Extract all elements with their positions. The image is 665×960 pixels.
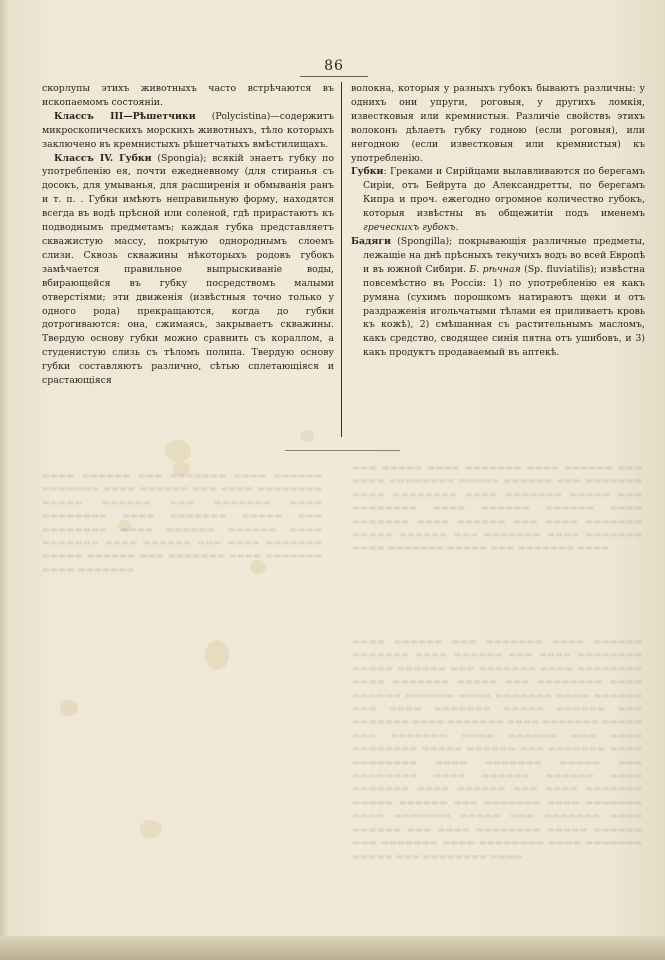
paragraph-text: : Греками и Сирiйцами вылавливаются по берегамъ Сирiи, отъ Бейрута до Александретты, по берегамъ Кипра и проч. ежегодно огромное количество губокъ, которыя извѣстны въ общежитiи подъ именемъ: [363, 166, 645, 220]
left-text-column: [42, 82, 334, 388]
right-text-column: [351, 82, 645, 360]
italic-greek-sponges: греческихъ губокъ: [363, 222, 456, 234]
paragraph-sponge-fibers: волокна, которыя у разныхъ губокъ бываютъ различны: у однихъ они упруги, роговыя, у другихъ ломкiя, известковыя или кремнистыя. Различiе свойствъ этихъ волоконъ дѣлаетъ губку годною (если роговыя), или негодною (если известковыя или кремнистыя) къ употребленiю.: [351, 83, 645, 164]
term-gubki: Губки: [351, 166, 384, 178]
paper-stain: [165, 440, 191, 462]
paragraph-text: ; всякiй знаетъ губку по употребленiю ея, почти ежедневному (для стиранья съ досокъ, для умыванья, для расширенiя и обмыванiя ранъ и т. п. . Губки имѣютъ неправильную форму, находятся всегда въ водѣ прѣсной или соленой, гдѣ прирастаютъ къ подводнымъ предметамъ; каждая губка представляетъ скважистую массу, покрытую однороднымъ слоемъ слизи. Сквозь скважины нѣкоторыхъ родовъ губокъ замѣчается правильное выпрыскиванiе воды, вбирающейся въ губку посредствомъ малыми отверстiями; эти движенiя (извѣстныя точно только у одного рода) прекращаются, когда до губки дотрогиваются: она, сжимаясь, закрываетъ скважины. Твердую основу губки можно сравнить съ кораллом, а студенистую слизь съ тѣломъ полипа. Твердую основу губки составляютъ различно, сѣтью сплетающiяся и срастающiяся: [42, 152, 334, 387]
column-divider: [341, 82, 342, 437]
paragraph-class-polycistina: [42, 110, 334, 152]
latin-name-polycistina: (Polycistina): [195, 110, 271, 122]
bleed-through-text: ▬▬▬▬ ▬▬▬▬▬▬ ▬▬▬ ▬▬▬▬▬▬▬ ▬▬▬▬ ▬▬▬▬▬▬ ▬▬▬▬▬▬▬ ▬▬▬▬ ▬▬▬▬▬▬ ▬▬▬ ▬▬▬▬ ▬▬▬▬▬▬▬▬ ▬▬▬▬▬ ▬▬▬▬▬▬ ▬▬▬ ▬▬▬▬▬▬▬ ▬▬▬▬ ▬▬▬▬▬▬▬▬ ▬▬▬▬ ▬▬▬▬▬▬▬ ▬▬▬▬▬ ▬▬▬ ▬▬▬▬▬▬▬▬ ▬▬▬▬ ▬▬▬▬▬▬ ▬▬▬▬▬▬ ▬▬▬▬ ▬▬▬▬▬▬▬ ▬▬▬▬ ▬▬▬▬▬▬ ▬▬▬ ▬▬▬▬ ▬▬▬▬▬▬▬ ▬▬▬▬▬ ▬▬▬▬▬▬ ▬▬▬ ▬▬▬▬▬▬▬ ▬▬▬▬ ▬▬▬▬▬▬▬ ▬▬▬▬ ▬▬▬▬▬▬▬: [42, 471, 322, 575]
latin-name-spongia: (Spongia): [151, 152, 204, 164]
bleed-through-text: ▬▬▬ ▬▬▬▬▬ ▬▬▬▬ ▬▬▬▬▬▬▬ ▬▬▬▬ ▬▬▬▬▬▬ ▬▬▬ ▬▬▬▬ ▬▬▬▬▬▬▬▬ ▬▬▬▬▬ ▬▬▬▬▬▬ ▬▬▬ ▬▬▬▬▬▬▬ ▬▬▬▬ ▬▬▬▬▬▬▬▬ ▬▬▬▬ ▬▬▬▬▬▬▬ ▬▬▬▬▬ ▬▬▬ ▬▬▬▬▬▬▬▬ ▬▬▬▬ ▬▬▬▬▬▬ ▬▬▬▬▬▬ ▬▬▬▬ ▬▬▬▬▬▬▬ ▬▬▬▬ ▬▬▬▬▬▬ ▬▬▬ ▬▬▬▬ ▬▬▬▬▬▬▬ ▬▬▬▬▬ ▬▬▬▬▬▬ ▬▬▬ ▬▬▬▬▬▬▬ ▬▬▬▬ ▬▬▬▬▬▬▬ ▬▬▬▬ ▬▬▬▬▬▬▬ ▬▬▬▬▬ ▬▬▬ ▬▬▬▬▬▬▬ ▬▬▬▬: [352, 463, 642, 554]
paragraph-sponges-syria: [351, 165, 645, 235]
page-number: 86: [324, 58, 344, 74]
paragraph-class-spongia: [42, 152, 334, 388]
term-badyagi: Бадяги: [351, 235, 391, 247]
paragraph-text: (Sp. fluviatilis); извѣстна повсемѣстно въ Россiи: 1) по употребленiю ея какъ румяна (сухимъ порошкомъ натираютъ щеки и отъ раздраженiя игольчатыми тѣлами ея приливаетъ кровь къ кожѣ), 2) смѣшанная съ растительнымъ масломъ, какъ средство, сводящее синiя пятна отъ ушибовъ, и 3) какъ продуктъ продаваемый въ аптекѣ.: [363, 263, 645, 359]
italic-river-badyaga: Б. рѣчная: [469, 263, 521, 275]
class-heading-spongia: Классъ IV. Губки: [54, 152, 152, 164]
page-bottom-edge: [0, 936, 665, 960]
paper-stain: [60, 700, 78, 716]
paper-stain: [140, 820, 162, 838]
section-rule: [285, 450, 400, 451]
paper-stain: [300, 430, 314, 442]
bleed-through-text: ▬▬▬▬ ▬▬▬▬▬▬ ▬▬▬ ▬▬▬▬▬▬▬ ▬▬▬▬ ▬▬▬▬▬▬ ▬▬▬▬▬▬▬ ▬▬▬▬ ▬▬▬▬▬▬ ▬▬▬ ▬▬▬▬ ▬▬▬▬▬▬▬▬ ▬▬▬▬▬ ▬▬▬▬▬▬ ▬▬▬ ▬▬▬▬▬▬▬ ▬▬▬▬ ▬▬▬▬▬▬▬▬ ▬▬▬▬ ▬▬▬▬▬▬▬ ▬▬▬▬▬ ▬▬▬ ▬▬▬▬▬▬▬▬ ▬▬▬▬ ▬▬▬▬▬▬ ▬▬▬▬▬▬ ▬▬▬▬ ▬▬▬▬▬▬▬ ▬▬▬▬ ▬▬▬▬▬▬ ▬▬▬ ▬▬▬▬ ▬▬▬▬▬▬▬ ▬▬▬▬▬ ▬▬▬▬▬▬ ▬▬▬ ▬▬▬▬▬▬▬ ▬▬▬▬ ▬▬▬▬▬▬▬ ▬▬▬▬ ▬▬▬▬▬▬▬ ▬▬▬▬▬ ▬▬▬ ▬▬▬▬▬▬▬ ▬▬▬▬ ▬▬▬▬▬▬ ▬▬▬ ▬▬▬▬ ▬▬▬▬▬▬▬▬ ▬▬▬▬▬ ▬▬▬▬▬▬ ▬▬▬ ▬▬▬▬▬▬▬ ▬▬▬▬ ▬▬▬▬▬▬▬▬ ▬▬▬▬ ▬▬▬▬▬▬▬ ▬▬▬▬▬ ▬▬▬ ▬▬▬▬▬▬▬▬ ▬▬▬▬ ▬▬▬▬▬▬ ▬▬▬▬▬▬ ▬▬▬▬ ▬▬▬▬▬▬▬ ▬▬▬▬ ▬▬▬▬▬▬ ▬▬▬ ▬▬▬▬ ▬▬▬▬▬▬▬ ▬▬▬▬▬ ▬▬▬▬▬▬ ▬▬▬ ▬▬▬▬▬▬▬ ▬▬▬▬ ▬▬▬▬▬▬▬ ▬▬▬▬ ▬▬▬▬▬▬▬ ▬▬▬▬▬ ▬▬▬ ▬▬▬▬▬▬▬ ▬▬▬▬ ▬▬▬▬▬▬ ▬▬▬ ▬▬▬▬ ▬▬▬▬▬▬▬▬ ▬▬▬▬▬ ▬▬▬▬▬▬ ▬▬▬ ▬▬▬▬▬▬▬ ▬▬▬▬ ▬▬▬▬▬▬▬▬ ▬▬▬▬ ▬▬▬▬▬▬▬ ▬▬▬▬▬ ▬▬▬ ▬▬▬▬▬▬▬▬ ▬▬▬▬: [352, 637, 642, 862]
paragraph-badyagi: [351, 235, 645, 360]
page-fold-shadow: [0, 0, 8, 960]
paragraph-text: —содержитъ микроскопическихъ морскихъ животныхъ, тѣло которыхъ заключено въ кремнистыхъ рѣшетчатыхъ вмѣстилищахъ.: [42, 110, 334, 150]
paragraph-shells-fossil: скорлупы этихъ животныхъ часто встрѣчаются въ ископаемомъ состоянiи.: [42, 83, 334, 108]
paper-stain: [205, 640, 229, 670]
paragraph-text: .: [455, 222, 459, 234]
class-heading-polycistina: Классъ III—Рѣшетчики: [54, 110, 196, 122]
paragraph-text: (Spongilla); покрывающiя различные предметы, лежащiе на днѣ прѣсныхъ текучихъ водъ во всей Европѣ и въ южной Сибири.: [363, 235, 645, 275]
page-number-rule: [300, 76, 368, 77]
